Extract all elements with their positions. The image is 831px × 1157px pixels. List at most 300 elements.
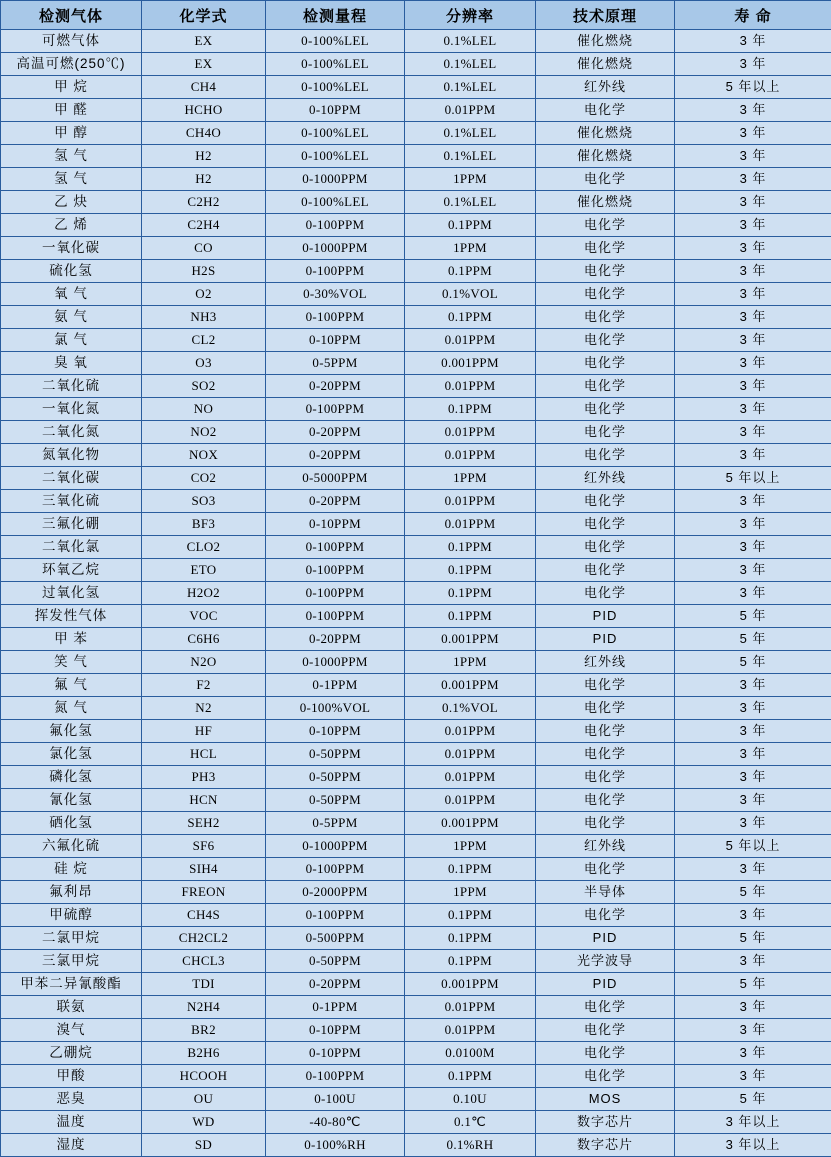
cell-lifetime: 3 年 <box>675 145 831 168</box>
cell-resolution: 0.1%RH <box>405 1134 536 1157</box>
cell-lifetime: 3 年 <box>675 99 831 122</box>
cell-resolution: 0.1PPM <box>405 904 536 927</box>
table-row <box>1 444 831 467</box>
cell-formula: H2 <box>142 168 266 191</box>
cell-resolution: 0.1PPM <box>405 927 536 950</box>
cell-resolution: 0.1PPM <box>405 950 536 973</box>
cell-resolution: 0.1%LEL <box>405 145 536 168</box>
cell-resolution: 1PPM <box>405 835 536 858</box>
column-header-gas: 检测气体 <box>1 1 142 30</box>
cell-technology: 电化学 <box>536 513 675 536</box>
cell-lifetime: 3 年 <box>675 306 831 329</box>
cell-range: 0-20PPM <box>266 421 405 444</box>
cell-lifetime: 5 年 <box>675 927 831 950</box>
cell-technology: 电化学 <box>536 421 675 444</box>
cell-lifetime: 3 年 <box>675 513 831 536</box>
cell-gas: 甲苯二异氰酸酯 <box>1 973 142 996</box>
cell-lifetime: 3 年 <box>675 214 831 237</box>
cell-lifetime: 5 年 <box>675 605 831 628</box>
column-header-technology: 技术原理 <box>536 1 675 30</box>
cell-technology: 电化学 <box>536 237 675 260</box>
cell-range: 0-10PPM <box>266 1042 405 1065</box>
cell-formula: CH4O <box>142 122 266 145</box>
table-row <box>1 122 831 145</box>
table-row <box>1 168 831 191</box>
cell-resolution: 1PPM <box>405 881 536 904</box>
cell-resolution: 0.001PPM <box>405 352 536 375</box>
cell-formula: H2S <box>142 260 266 283</box>
cell-range: 0-10PPM <box>266 1019 405 1042</box>
cell-formula: CH2CL2 <box>142 927 266 950</box>
cell-lifetime: 3 年 <box>675 536 831 559</box>
cell-gas: 环氧乙烷 <box>1 559 142 582</box>
cell-gas: 氰化氢 <box>1 789 142 812</box>
cell-resolution: 0.1PPM <box>405 260 536 283</box>
table-row <box>1 858 831 881</box>
cell-formula: OU <box>142 1088 266 1111</box>
cell-technology: 电化学 <box>536 283 675 306</box>
cell-range: 0-100U <box>266 1088 405 1111</box>
cell-resolution: 0.01PPM <box>405 421 536 444</box>
cell-formula: O2 <box>142 283 266 306</box>
cell-formula: EX <box>142 30 266 53</box>
table-row <box>1 674 831 697</box>
cell-range: 0-50PPM <box>266 743 405 766</box>
cell-technology: PID <box>536 605 675 628</box>
cell-resolution: 0.01PPM <box>405 375 536 398</box>
cell-resolution: 1PPM <box>405 467 536 490</box>
table-row <box>1 1088 831 1111</box>
table-row <box>1 789 831 812</box>
cell-lifetime: 3 年 <box>675 237 831 260</box>
cell-range: 0-20PPM <box>266 973 405 996</box>
cell-technology: 红外线 <box>536 651 675 674</box>
cell-lifetime: 3 年 <box>675 398 831 421</box>
cell-formula: WD <box>142 1111 266 1134</box>
cell-lifetime: 3 年 <box>675 421 831 444</box>
cell-lifetime: 5 年 <box>675 1088 831 1111</box>
cell-technology: 电化学 <box>536 214 675 237</box>
cell-gas: 氨 气 <box>1 306 142 329</box>
cell-resolution: 0.01PPM <box>405 444 536 467</box>
cell-resolution: 0.1%LEL <box>405 122 536 145</box>
cell-resolution: 0.1PPM <box>405 306 536 329</box>
cell-technology: 催化燃烧 <box>536 30 675 53</box>
cell-range: 0-100%LEL <box>266 53 405 76</box>
cell-lifetime: 5 年 <box>675 628 831 651</box>
table-row <box>1 720 831 743</box>
cell-range: 0-1PPM <box>266 996 405 1019</box>
table-row <box>1 191 831 214</box>
table-row <box>1 352 831 375</box>
table-row <box>1 582 831 605</box>
cell-range: 0-2000PPM <box>266 881 405 904</box>
cell-technology: 红外线 <box>536 835 675 858</box>
cell-resolution: 0.1℃ <box>405 1111 536 1134</box>
cell-range: 0-10PPM <box>266 329 405 352</box>
cell-gas: 一氧化碳 <box>1 237 142 260</box>
cell-technology: 电化学 <box>536 720 675 743</box>
cell-formula: O3 <box>142 352 266 375</box>
cell-resolution: 0.01PPM <box>405 490 536 513</box>
cell-gas: 温度 <box>1 1111 142 1134</box>
cell-formula: HCHO <box>142 99 266 122</box>
cell-lifetime: 3 年 <box>675 858 831 881</box>
cell-range: 0-100PPM <box>266 605 405 628</box>
cell-formula: VOC <box>142 605 266 628</box>
cell-technology: 电化学 <box>536 789 675 812</box>
cell-formula: SO2 <box>142 375 266 398</box>
table-row <box>1 743 831 766</box>
cell-gas: 氮氧化物 <box>1 444 142 467</box>
cell-resolution: 0.1%VOL <box>405 283 536 306</box>
cell-resolution: 0.01PPM <box>405 996 536 1019</box>
cell-range: 0-50PPM <box>266 789 405 812</box>
cell-lifetime: 3 年 <box>675 444 831 467</box>
table-row <box>1 421 831 444</box>
cell-technology: 电化学 <box>536 398 675 421</box>
table-row <box>1 1042 831 1065</box>
cell-range: 0-100%VOL <box>266 697 405 720</box>
table-row <box>1 835 831 858</box>
cell-gas: 溴气 <box>1 1019 142 1042</box>
cell-range: 0-100PPM <box>266 306 405 329</box>
cell-technology: PID <box>536 927 675 950</box>
cell-lifetime: 3 年以上 <box>675 1111 831 1134</box>
cell-range: 0-10PPM <box>266 513 405 536</box>
table-row <box>1 329 831 352</box>
cell-resolution: 0.1PPM <box>405 1065 536 1088</box>
cell-formula: N2H4 <box>142 996 266 1019</box>
cell-range: 0-1000PPM <box>266 651 405 674</box>
cell-technology: 电化学 <box>536 858 675 881</box>
cell-gas: 氟化氢 <box>1 720 142 743</box>
cell-formula: SO3 <box>142 490 266 513</box>
table-row <box>1 145 831 168</box>
cell-range: 0-100PPM <box>266 398 405 421</box>
cell-range: 0-5PPM <box>266 812 405 835</box>
cell-gas: 三氯甲烷 <box>1 950 142 973</box>
cell-range: -40-80℃ <box>266 1111 405 1134</box>
cell-technology: 电化学 <box>536 1042 675 1065</box>
table-row <box>1 766 831 789</box>
cell-lifetime: 3 年 <box>675 674 831 697</box>
cell-technology: 催化燃烧 <box>536 191 675 214</box>
cell-formula: CL2 <box>142 329 266 352</box>
cell-range: 0-5000PPM <box>266 467 405 490</box>
cell-range: 0-50PPM <box>266 766 405 789</box>
cell-lifetime: 5 年 <box>675 973 831 996</box>
cell-formula: C6H6 <box>142 628 266 651</box>
cell-formula: N2 <box>142 697 266 720</box>
cell-range: 0-1000PPM <box>266 168 405 191</box>
cell-technology: 电化学 <box>536 352 675 375</box>
cell-gas: 湿度 <box>1 1134 142 1157</box>
cell-formula: H2 <box>142 145 266 168</box>
cell-resolution: 0.01PPM <box>405 99 536 122</box>
cell-gas: 高温可燃(250℃) <box>1 53 142 76</box>
cell-lifetime: 3 年 <box>675 582 831 605</box>
cell-lifetime: 5 年以上 <box>675 835 831 858</box>
cell-resolution: 0.1PPM <box>405 398 536 421</box>
cell-technology: 半导体 <box>536 881 675 904</box>
table-row <box>1 1065 831 1088</box>
cell-technology: 电化学 <box>536 536 675 559</box>
cell-range: 0-30%VOL <box>266 283 405 306</box>
table-row <box>1 927 831 950</box>
cell-technology: 电化学 <box>536 996 675 1019</box>
cell-gas: 甲 烷 <box>1 76 142 99</box>
column-header-lifetime: 寿 命 <box>675 1 831 30</box>
cell-technology: 电化学 <box>536 559 675 582</box>
cell-formula: EX <box>142 53 266 76</box>
cell-lifetime: 3 年 <box>675 53 831 76</box>
cell-formula: CHCL3 <box>142 950 266 973</box>
cell-gas: 乙硼烷 <box>1 1042 142 1065</box>
cell-resolution: 0.0100M <box>405 1042 536 1065</box>
cell-resolution: 0.1%LEL <box>405 53 536 76</box>
cell-resolution: 1PPM <box>405 168 536 191</box>
cell-technology: 电化学 <box>536 697 675 720</box>
cell-resolution: 0.1PPM <box>405 582 536 605</box>
cell-resolution: 0.01PPM <box>405 513 536 536</box>
cell-technology: 数字芯片 <box>536 1111 675 1134</box>
cell-formula: SIH4 <box>142 858 266 881</box>
cell-gas: 二氧化氯 <box>1 536 142 559</box>
cell-gas: 氟 气 <box>1 674 142 697</box>
table-row <box>1 375 831 398</box>
table-row <box>1 881 831 904</box>
cell-gas: 过氧化氢 <box>1 582 142 605</box>
cell-lifetime: 3 年 <box>675 191 831 214</box>
cell-resolution: 0.1%VOL <box>405 697 536 720</box>
cell-lifetime: 3 年 <box>675 260 831 283</box>
cell-technology: 电化学 <box>536 329 675 352</box>
cell-lifetime: 5 年 <box>675 651 831 674</box>
cell-technology: 电化学 <box>536 743 675 766</box>
cell-gas: 甲 醛 <box>1 99 142 122</box>
cell-technology: 电化学 <box>536 260 675 283</box>
cell-resolution: 0.1PPM <box>405 536 536 559</box>
cell-lifetime: 3 年 <box>675 122 831 145</box>
cell-technology: 电化学 <box>536 1065 675 1088</box>
cell-gas: 一氧化氮 <box>1 398 142 421</box>
cell-formula: H2O2 <box>142 582 266 605</box>
cell-range: 0-1000PPM <box>266 237 405 260</box>
cell-technology: 电化学 <box>536 904 675 927</box>
cell-lifetime: 3 年 <box>675 375 831 398</box>
cell-lifetime: 3 年 <box>675 30 831 53</box>
cell-lifetime: 3 年 <box>675 490 831 513</box>
cell-range: 0-1000PPM <box>266 835 405 858</box>
cell-technology: PID <box>536 628 675 651</box>
cell-lifetime: 3 年 <box>675 559 831 582</box>
cell-gas: 氟利昂 <box>1 881 142 904</box>
cell-range: 0-100PPM <box>266 559 405 582</box>
table-row <box>1 973 831 996</box>
cell-formula: BF3 <box>142 513 266 536</box>
cell-gas: 氢 气 <box>1 168 142 191</box>
cell-range: 0-5PPM <box>266 352 405 375</box>
cell-formula: CH4 <box>142 76 266 99</box>
cell-formula: FREON <box>142 881 266 904</box>
table-row <box>1 1111 831 1134</box>
cell-resolution: 0.01PPM <box>405 1019 536 1042</box>
cell-range: 0-20PPM <box>266 490 405 513</box>
cell-resolution: 0.1%LEL <box>405 30 536 53</box>
table-row <box>1 536 831 559</box>
cell-gas: 甲 苯 <box>1 628 142 651</box>
table-row <box>1 398 831 421</box>
cell-formula: PH3 <box>142 766 266 789</box>
cell-technology: 电化学 <box>536 582 675 605</box>
cell-lifetime: 3 年 <box>675 743 831 766</box>
table-row <box>1 1019 831 1042</box>
cell-resolution: 1PPM <box>405 651 536 674</box>
table-header <box>1 1 831 30</box>
cell-formula: CO <box>142 237 266 260</box>
cell-lifetime: 3 年 <box>675 812 831 835</box>
cell-resolution: 0.01PPM <box>405 789 536 812</box>
cell-lifetime: 3 年 <box>675 1019 831 1042</box>
cell-technology: 电化学 <box>536 766 675 789</box>
cell-technology: 催化燃烧 <box>536 122 675 145</box>
table-row <box>1 283 831 306</box>
table-body <box>1 30 831 1157</box>
cell-lifetime: 3 年 <box>675 904 831 927</box>
cell-formula: CH4S <box>142 904 266 927</box>
cell-range: 0-20PPM <box>266 628 405 651</box>
cell-gas: 氢 气 <box>1 145 142 168</box>
cell-range: 0-20PPM <box>266 375 405 398</box>
cell-lifetime: 3 年 <box>675 697 831 720</box>
cell-technology: 电化学 <box>536 375 675 398</box>
cell-formula: N2O <box>142 651 266 674</box>
cell-lifetime: 3 年 <box>675 789 831 812</box>
cell-technology: 红外线 <box>536 467 675 490</box>
cell-resolution: 0.1PPM <box>405 605 536 628</box>
cell-technology: 电化学 <box>536 812 675 835</box>
cell-resolution: 0.01PPM <box>405 329 536 352</box>
cell-gas: 笑 气 <box>1 651 142 674</box>
cell-gas: 二氯甲烷 <box>1 927 142 950</box>
table-row <box>1 697 831 720</box>
cell-formula: HCN <box>142 789 266 812</box>
cell-resolution: 0.1PPM <box>405 559 536 582</box>
cell-formula: F2 <box>142 674 266 697</box>
table-row <box>1 490 831 513</box>
table-row <box>1 904 831 927</box>
cell-technology: 红外线 <box>536 76 675 99</box>
cell-range: 0-100PPM <box>266 904 405 927</box>
cell-lifetime: 3 年 <box>675 168 831 191</box>
table-row <box>1 260 831 283</box>
cell-technology: PID <box>536 973 675 996</box>
cell-resolution: 0.001PPM <box>405 674 536 697</box>
cell-technology: 电化学 <box>536 444 675 467</box>
cell-resolution: 0.10U <box>405 1088 536 1111</box>
column-header-formula: 化学式 <box>142 1 266 30</box>
cell-lifetime: 3 年 <box>675 996 831 1019</box>
column-header-resolution: 分辨率 <box>405 1 536 30</box>
cell-range: 0-10PPM <box>266 720 405 743</box>
table-row <box>1 513 831 536</box>
cell-technology: 电化学 <box>536 168 675 191</box>
table-row <box>1 651 831 674</box>
cell-resolution: 0.1%LEL <box>405 76 536 99</box>
cell-gas: 三氧化硫 <box>1 490 142 513</box>
cell-range: 0-100PPM <box>266 1065 405 1088</box>
cell-formula: B2H6 <box>142 1042 266 1065</box>
cell-gas: 挥发性气体 <box>1 605 142 628</box>
cell-gas: 恶臭 <box>1 1088 142 1111</box>
table-row <box>1 812 831 835</box>
cell-range: 0-100PPM <box>266 582 405 605</box>
cell-range: 0-100%LEL <box>266 145 405 168</box>
cell-technology: 电化学 <box>536 99 675 122</box>
table-row <box>1 53 831 76</box>
cell-resolution: 0.001PPM <box>405 628 536 651</box>
cell-formula: BR2 <box>142 1019 266 1042</box>
cell-formula: SF6 <box>142 835 266 858</box>
cell-resolution: 0.1%LEL <box>405 191 536 214</box>
cell-formula: CO2 <box>142 467 266 490</box>
cell-formula: NH3 <box>142 306 266 329</box>
cell-gas: 氯化氢 <box>1 743 142 766</box>
cell-range: 0-100PPM <box>266 214 405 237</box>
cell-gas: 联氨 <box>1 996 142 1019</box>
table-row <box>1 30 831 53</box>
table-row <box>1 76 831 99</box>
cell-formula: C2H2 <box>142 191 266 214</box>
cell-gas: 二氧化硫 <box>1 375 142 398</box>
cell-technology: 电化学 <box>536 490 675 513</box>
cell-resolution: 0.01PPM <box>405 766 536 789</box>
table-row <box>1 1134 831 1157</box>
cell-gas: 氮 气 <box>1 697 142 720</box>
cell-formula: HF <box>142 720 266 743</box>
cell-range: 0-20PPM <box>266 444 405 467</box>
cell-lifetime: 3 年 <box>675 283 831 306</box>
cell-resolution: 0.1PPM <box>405 858 536 881</box>
cell-technology: 电化学 <box>536 1019 675 1042</box>
cell-gas: 甲 醇 <box>1 122 142 145</box>
cell-range: 0-10PPM <box>266 99 405 122</box>
table-row <box>1 996 831 1019</box>
cell-gas: 六氟化硫 <box>1 835 142 858</box>
cell-gas: 二氧化氮 <box>1 421 142 444</box>
cell-range: 0-100%LEL <box>266 191 405 214</box>
cell-range: 0-100PPM <box>266 536 405 559</box>
cell-gas: 甲酸 <box>1 1065 142 1088</box>
cell-gas: 可燃气体 <box>1 30 142 53</box>
cell-gas: 臭 氧 <box>1 352 142 375</box>
cell-lifetime: 3 年 <box>675 1042 831 1065</box>
cell-formula: SEH2 <box>142 812 266 835</box>
cell-gas: 磷化氢 <box>1 766 142 789</box>
cell-technology: MOS <box>536 1088 675 1111</box>
cell-range: 0-500PPM <box>266 927 405 950</box>
cell-lifetime: 3 年 <box>675 1065 831 1088</box>
table-row <box>1 628 831 651</box>
cell-range: 0-50PPM <box>266 950 405 973</box>
cell-technology: 电化学 <box>536 674 675 697</box>
table-row <box>1 467 831 490</box>
cell-formula: CLO2 <box>142 536 266 559</box>
header-row <box>1 1 831 30</box>
cell-gas: 硒化氢 <box>1 812 142 835</box>
cell-lifetime: 3 年 <box>675 352 831 375</box>
